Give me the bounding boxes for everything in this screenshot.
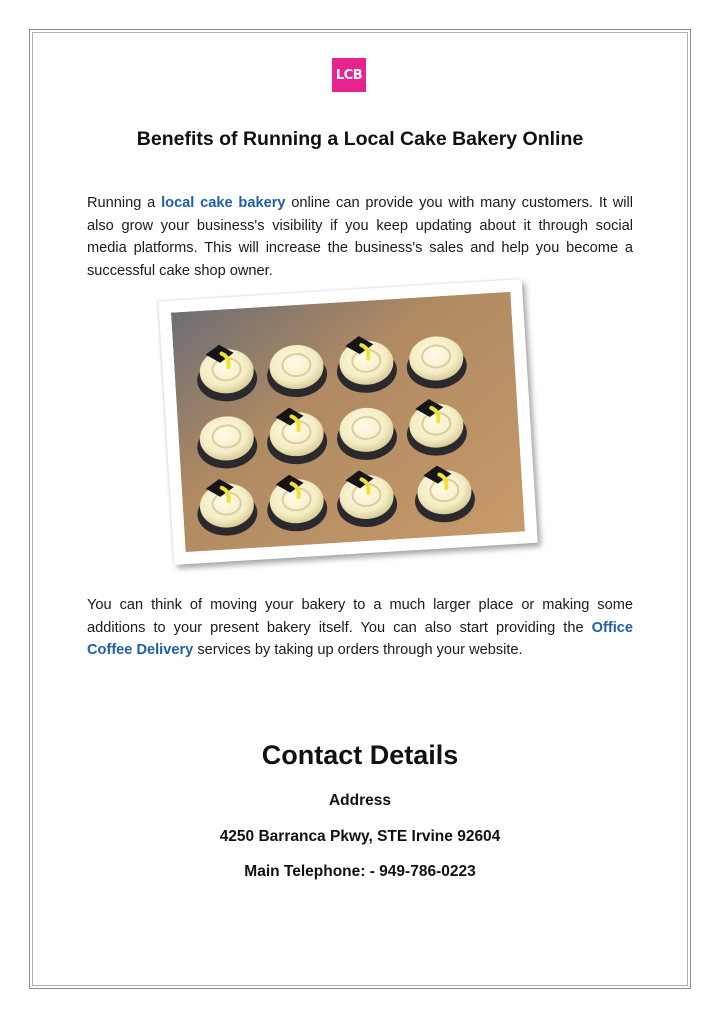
article-title: Benefits of Running a Local Cake Bakery Online bbox=[136, 128, 584, 150]
intro-paragraph bbox=[87, 192, 633, 282]
cupcakes-photo bbox=[166, 286, 526, 544]
second-text-end: services by taking up orders through your website. bbox=[193, 642, 523, 658]
intro-text-end: online can provide you with many customers. It will also grow your business's visibility if you keep updating about it through social media platforms. This will increase the business's sales and help you become a successful cake shop owner. bbox=[87, 195, 634, 279]
second-text-start: You can think of moving your bakery to a much larger place or making some additions to your present bakery itself. You can also start providing the bbox=[87, 597, 633, 636]
intro-text-start: Running a bbox=[87, 195, 162, 211]
phone-number[interactable]: Main Telephone: - 949-786-0223 bbox=[244, 863, 476, 880]
second-paragraph bbox=[87, 594, 633, 662]
address-value: 4250 Barranca Pkwy, STE Irvine 92604 bbox=[219, 828, 501, 845]
address-label: Address bbox=[328, 792, 392, 809]
graduation-cupcakes-image bbox=[171, 292, 525, 552]
lcb-logo[interactable]: LCB bbox=[332, 58, 366, 92]
local-cake-bakery-link[interactable]: local cake bakery bbox=[161, 195, 286, 211]
photo-frame bbox=[158, 279, 537, 565]
contact-heading: Contact Details bbox=[261, 740, 459, 770]
office-coffee-delivery-link[interactable]: Office Coffee Delivery bbox=[87, 619, 633, 658]
